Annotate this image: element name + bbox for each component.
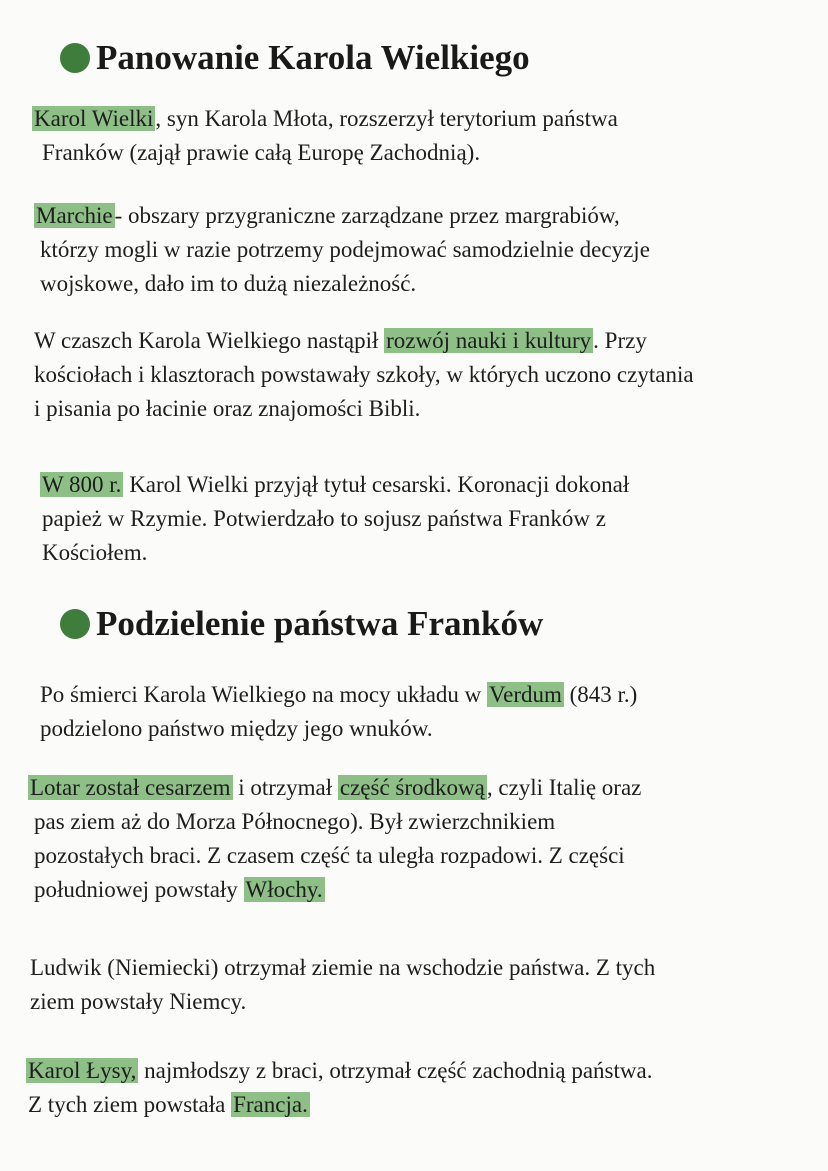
highlight-marchie: Marchie xyxy=(36,203,113,228)
paragraph-karol-lysy: Karol Łysy, najmłodszy z braci, otrzymał część zachodnią państwa. Z tych ziem powstała Francja. xyxy=(28,1058,653,1117)
highlight-czesc-srodkowa: część środkową xyxy=(339,775,485,800)
paragraph-karol-wielki: Karol Wielki, syn Karola Młota, rozszerzył terytorium państwa Franków (zajął prawie całą Europę Zachodnią). xyxy=(34,106,618,165)
section-heading-podzielenie xyxy=(60,604,543,644)
bullet-icon xyxy=(60,609,90,639)
highlight-lotar: Lotar został cesarzem xyxy=(30,775,231,800)
highlight-karol-lysy: Karol Łysy, xyxy=(28,1058,137,1083)
highlight-wlochy: Włochy. xyxy=(245,877,323,902)
highlight-karol-wielki: Karol Wielki xyxy=(34,106,154,131)
paragraph-ludwik: Ludwik (Niemiecki) otrzymał ziemie na wschodzie państwa. Z tych ziem powstały Niemcy. xyxy=(30,955,656,1014)
paragraph-verdun: Po śmierci Karola Wielkiego na mocy układu w Verdum (843 r.) podzielono państwo między jego wnuków. xyxy=(40,682,638,741)
highlight-francja: Francja. xyxy=(233,1092,308,1117)
section-heading-karol xyxy=(60,38,530,78)
bullet-icon xyxy=(60,43,90,73)
section-title: Panowanie Karola Wielkiego xyxy=(96,38,530,77)
paragraph-lotar: Lotar został cesarzem i otrzymał część środkową, czyli Italię oraz pas ziem aż do Morza Północnego). Był zwierzchnikiem pozostałych braci. Z czasem część ta uległa rozpadowi. Z części południowej powstały Włochy. xyxy=(30,775,642,902)
paragraph-rozwoj: W czaszch Karola Wielkiego nastąpił rozwój nauki i kultury. Przy kościołach i klasztorach powstawały szkoły, w których uczono czytania i pisania po łacinie oraz znajomości Bibli. xyxy=(34,328,694,421)
highlight-verdum: Verdum xyxy=(489,682,562,707)
paragraph-800: W 800 r. Karol Wielki przyjął tytuł cesarski. Koronacji dokonał papież w Rzymie. Potwierdzało to sojusz państwa Franków z Kościołem. xyxy=(42,472,630,565)
highlight-rozwoj-nauki: rozwój nauki i kultury xyxy=(386,328,592,353)
paragraph-marchie: Marchie- obszary przygraniczne zarządzane przez margrabiów, którzy mogli w razie potrzemy podejmować samodzielnie decyzje wojskowe, dało im to dużą niezależność. xyxy=(36,203,650,296)
highlight-800: W 800 r. xyxy=(42,472,122,497)
section-title: Podzielenie państwa Franków xyxy=(96,604,544,643)
